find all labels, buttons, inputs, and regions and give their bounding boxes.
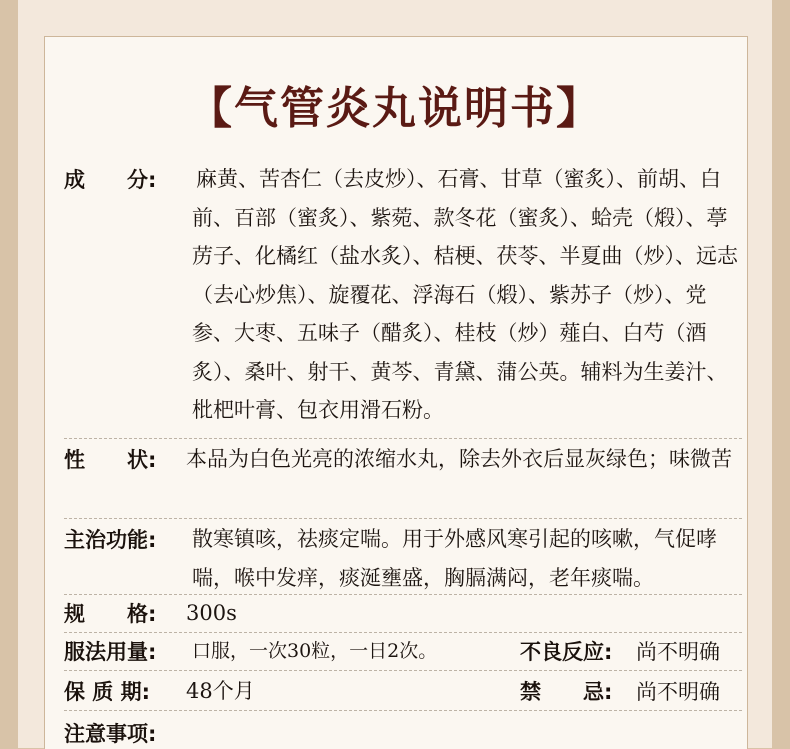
- contraindications-value: 尚不明确: [636, 680, 720, 704]
- divider: [64, 518, 742, 519]
- dosage-row: [64, 634, 742, 672]
- dosage-value: 口服，一次30粒，一日2次。: [192, 640, 438, 662]
- shelf-life-row: [64, 674, 742, 710]
- divider: [64, 670, 742, 671]
- document-title: 【气管炎丸说明书】: [188, 83, 602, 134]
- divider: [64, 438, 742, 439]
- appearance-row: [64, 440, 742, 518]
- dosage-label: 服法用量:: [64, 640, 157, 664]
- indications-label: 主治功能:: [64, 528, 157, 552]
- indications-value: 散寒镇咳，祛痰定喘。用于外感风寒引起的咳嗽，气促哮喘，喉中发痒，痰涎壅盛，胸膈满闷，老年痰喘。: [192, 527, 717, 590]
- specification-value: 300s: [186, 601, 237, 625]
- precautions-row: [64, 716, 742, 746]
- specification-row: [64, 596, 742, 632]
- shelf-life-value: 48个月: [186, 679, 255, 703]
- adverse-label: 不良反应:: [520, 640, 613, 664]
- contraindications-label: 禁 忌:: [520, 680, 613, 704]
- appearance-label: 性 状:: [64, 448, 157, 472]
- divider: [64, 710, 742, 711]
- indications-row: [64, 520, 742, 596]
- shelf-life-label: 保 质 期:: [64, 680, 151, 704]
- precautions-label: 注意事项:: [64, 722, 157, 746]
- specification-label: 规 格:: [64, 602, 157, 626]
- adverse-value: 尚不明确: [636, 640, 720, 664]
- ingredients-row: [64, 160, 742, 436]
- appearance-value: 本品为白色光亮的浓缩水丸，除去外衣后显灰绿色；味微苦: [186, 447, 732, 471]
- ingredients-label: 成 分:: [64, 168, 157, 192]
- ingredients-value: 麻黄、苦杏仁（去皮炒）、石膏、甘草（蜜炙）、前胡、白前、百部（蜜炙）、紫菀、款冬花（蜜炙）、蛤壳（煅）、葶苈子、化橘红（盐水炙）、桔梗、茯苓、半夏曲（炒）、远志（去心炒焦）、旋覆花、浮海石（煅）、紫苏子（炒）、党参、大枣、五味子（醋炙）、桂枝（炒）薤白、白芍（酒炙）、桑叶、射干、黄芩、青黛、蒲公英。辅料为生姜汁、枇杷叶膏、包衣用滑石粉。: [192, 167, 738, 422]
